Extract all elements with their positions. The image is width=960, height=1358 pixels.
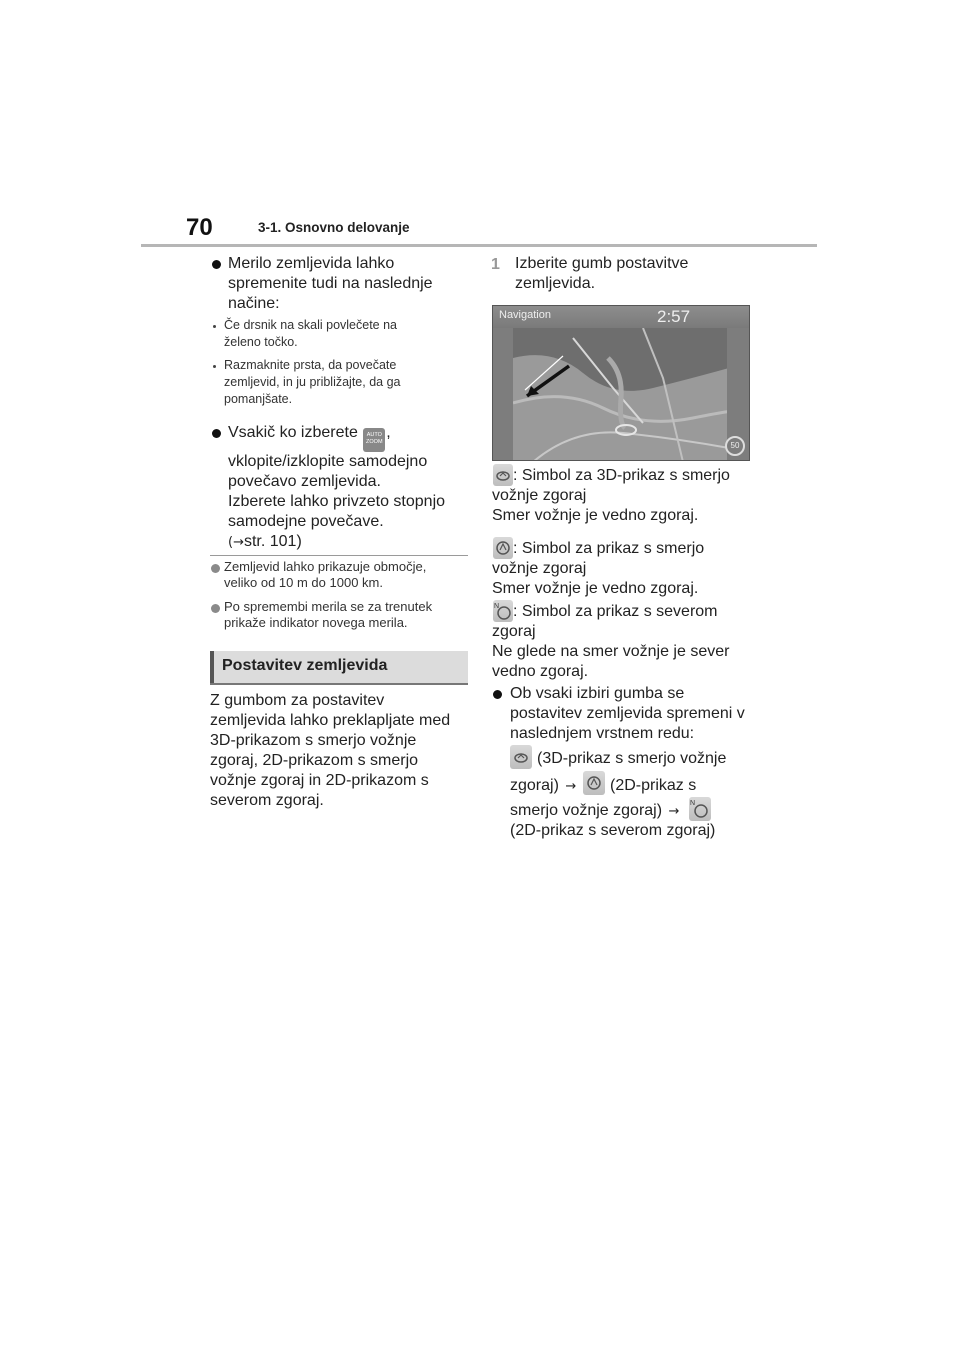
step-text xyxy=(515,254,688,294)
bullet-text-autozoom: Vsakič ko izberete AUTO ZOOM, vklopite/izklopite samodejno povečavo zemljevida. Izberete lahko privzeto stopnjo samodejne povečave. (→str. 101) xyxy=(228,423,445,553)
text-line: veliko od 10 m do 1000 km. xyxy=(224,575,383,590)
sub-bullet-dot xyxy=(213,325,216,328)
sequence-north-label: (2D-prikaz s severom zgoraj) xyxy=(510,822,716,839)
sub-item-pinch xyxy=(224,357,400,408)
nav-clock: 2:57 xyxy=(657,307,691,326)
text-line: Izberite gumb postavitve xyxy=(515,255,689,272)
2d-heading-up-icon xyxy=(493,537,513,559)
text-line: : Simbol za prikaz s smerjo xyxy=(513,540,705,557)
text-line: Z gumbom za postavitev xyxy=(210,692,385,709)
bullet-dot xyxy=(493,690,502,699)
text-line: Po spremembi merila se za trenutek xyxy=(224,599,433,614)
iconN-text xyxy=(513,602,718,622)
icon3d-desc xyxy=(492,486,698,526)
bullet-dot xyxy=(212,260,221,269)
text-line: smerjo vožnje zgoraj) xyxy=(510,802,663,819)
text-line: Če drsnik na skali povlečete na xyxy=(224,318,398,332)
2d-heading-up-icon xyxy=(583,771,605,795)
text-line: vožnje zgoraj xyxy=(492,560,587,577)
text-line: samodejne povečave. xyxy=(228,513,384,530)
sub-bullet-dot xyxy=(213,365,216,368)
text-line: pomanjšate. xyxy=(224,392,293,406)
text-line: vedno zgoraj. xyxy=(492,663,589,680)
note-indicator xyxy=(224,599,432,631)
heading-underline xyxy=(210,683,468,685)
north-up-icon xyxy=(689,797,711,821)
sequence-line-2 xyxy=(510,776,578,797)
north-up-icon xyxy=(493,600,513,622)
note-bullet xyxy=(211,604,220,613)
icon3d-text xyxy=(513,466,730,486)
text-line: Izberete lahko privzeto stopnjo xyxy=(228,493,446,510)
svg-text:N: N xyxy=(494,603,500,610)
page-reference: (→str. 101) xyxy=(228,533,302,550)
text-line: vklopite/izklopite samodejno xyxy=(228,453,428,470)
note-bullet xyxy=(211,564,220,573)
text-line: vožnje zgoraj in 2D-prikazom s xyxy=(210,772,429,789)
text-line: Smer vožnje je vedno zgoraj. xyxy=(492,580,699,597)
text-line: Ne glede na smer vožnje je sever xyxy=(492,643,730,660)
section-title: 3-1. Osnovno delovanje xyxy=(258,220,410,235)
text-line: Zemljevid lahko prikazuje območje, xyxy=(224,559,427,574)
header-rule xyxy=(141,244,817,247)
text-line: spremenite tudi na naslednje xyxy=(228,275,433,292)
text-line: Smer vožnje je vedno zgoraj. xyxy=(492,507,699,524)
text-line: želeno točko. xyxy=(224,335,298,349)
map-canvas xyxy=(513,328,729,461)
text-line: Vsakič ko izberete xyxy=(228,424,358,441)
text-line: 3D-prikazom s smerjo vožnje xyxy=(210,732,417,749)
nav-title: Navigation xyxy=(499,309,551,321)
text-line: prikaže indikator novega merila. xyxy=(224,615,408,630)
step-number: 1 xyxy=(491,256,500,273)
map-left-toolbar xyxy=(493,328,513,461)
text-line: načine: xyxy=(228,295,280,312)
speed-limit-badge: 50 xyxy=(725,436,745,456)
note-range xyxy=(224,559,426,591)
text-line: zemljevida. xyxy=(515,275,596,292)
sequence-2d-label: (2D-prikaz s xyxy=(610,777,697,794)
bullet-text-scale xyxy=(228,254,433,314)
text-line: Merilo zemljevida lahko xyxy=(228,255,395,272)
sequence-line-3 xyxy=(510,801,681,822)
3d-heading-up-icon xyxy=(493,464,513,486)
text-line: vožnje zgoraj xyxy=(492,487,587,504)
text-line: Razmaknite prsta, da povečate xyxy=(224,358,397,372)
svg-text:N: N xyxy=(690,800,696,807)
text-line: zgoraj xyxy=(492,623,536,640)
text-line: naslednjem vrstnem redu: xyxy=(510,725,695,742)
navigation-screenshot xyxy=(492,305,750,461)
text-line: zgoraj) xyxy=(510,777,559,794)
sequence-3d-label: (3D-prikaz s smerjo vožnje xyxy=(537,750,727,767)
text-line: severom zgoraj. xyxy=(210,792,324,809)
text-line: zemljevida lahko preklapljate med xyxy=(210,712,451,729)
sub-item-drag xyxy=(224,317,397,351)
text-line: : Simbol za 3D-prikaz s smerjo xyxy=(513,467,730,484)
text-line: Ob vsaki izbiri gumba se xyxy=(510,685,685,702)
text-line: zemljevid, in ju približajte, da ga xyxy=(224,375,401,389)
layout-paragraph xyxy=(210,691,450,811)
sequence-intro xyxy=(510,684,745,744)
section-heading: Postavitev zemljevida xyxy=(222,657,388,674)
arrow-glyph: → xyxy=(668,804,680,819)
text-line: postavitev zemljevida spremeni v xyxy=(510,705,745,722)
nav-header xyxy=(493,306,749,328)
notes-divider xyxy=(210,555,468,556)
iconN-desc xyxy=(492,622,729,682)
auto-zoom-icon: AUTO ZOOM xyxy=(363,428,385,452)
icon2d-text xyxy=(513,539,704,559)
icon2d-desc xyxy=(492,559,698,599)
text-line: zgoraj, 2D-prikazom s smerjo xyxy=(210,752,419,769)
text-line: povečavo zemljevida. xyxy=(228,473,381,490)
page-number: 70 xyxy=(186,214,213,241)
arrow-glyph: → xyxy=(565,779,577,794)
text-line: : Simbol za prikaz s severom xyxy=(513,603,718,620)
bullet-dot xyxy=(212,429,221,438)
3d-heading-up-icon xyxy=(510,745,532,769)
